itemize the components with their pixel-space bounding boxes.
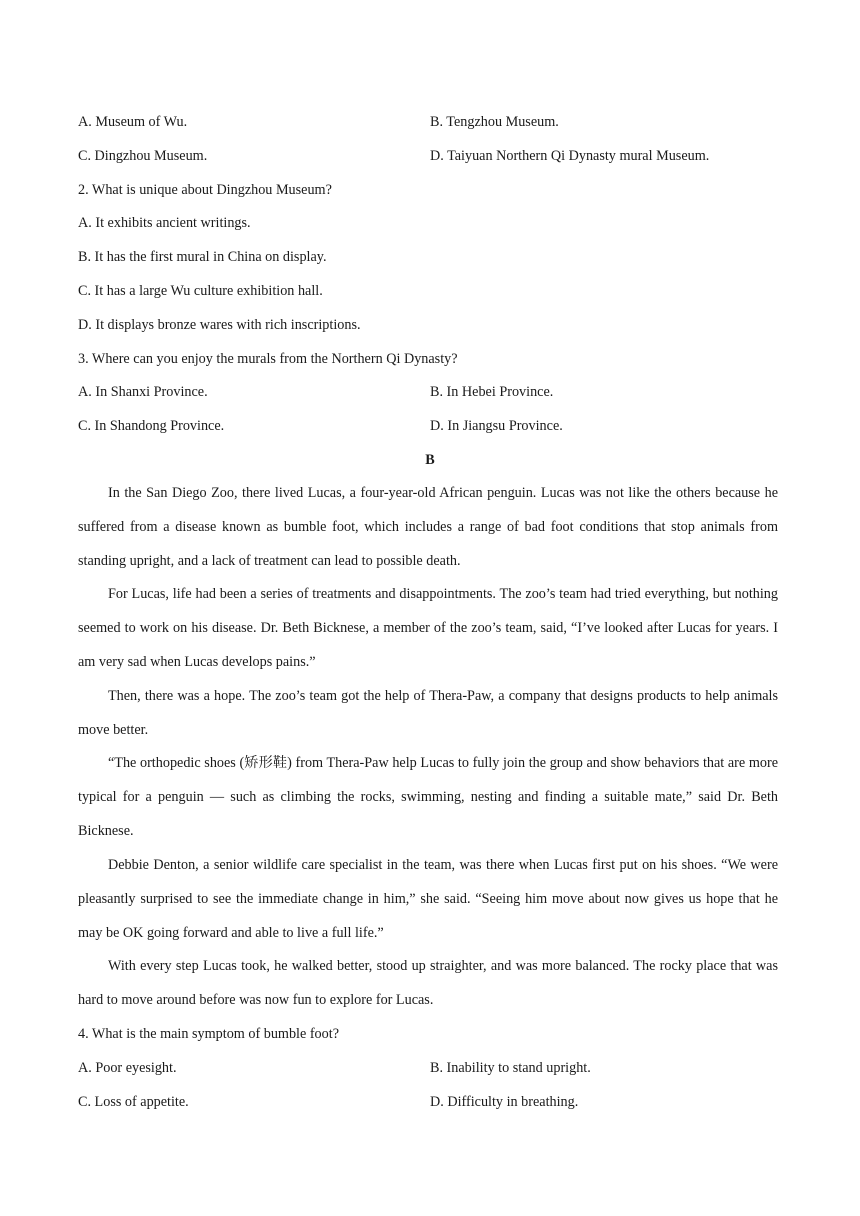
q2-option-b: B. It has the first mural in China on display.	[78, 249, 327, 265]
passage-paragraph: In the San Diego Zoo, there lived Lucas, a four-year-old African penguin. Lucas was not like the others because he suffered from a disease known as bumble foot, which includes a range of bad foot conditions that stop animals from standing upright, and a lack of treatment can lead to possible death.	[78, 485, 778, 569]
q3-option-d: D. In Jiangsu Province.	[430, 418, 563, 434]
q4-question: 4. What is the main symptom of bumble foot?	[78, 1026, 339, 1042]
passage-paragraph: With every step Lucas took, he walked better, stood up straighter, and was more balanced. The rocky place that was hard to move around before was now fun to explore for Lucas.	[78, 958, 778, 1008]
q2-question: 2. What is unique about Dingzhou Museum?	[78, 182, 332, 198]
q1-option-b: B. Tengzhou Museum.	[430, 114, 559, 130]
passage-paragraph: For Lucas, life had been a series of treatments and disappointments. The zoo’s team had tried everything, but nothing seemed to work on his disease. Dr. Beth Bicknese, a member of the zoo’s team, said, “I’ve looked after Lucas for years. I am very sad when Lucas develops pains.”	[78, 586, 778, 670]
q3-option-a: A. In Shanxi Province.	[78, 384, 208, 400]
q3-option-c: C. In Shandong Province.	[78, 418, 225, 434]
q2-option-c: C. It has a large Wu culture exhibition hall.	[78, 283, 323, 299]
q2-option-a: A. It exhibits ancient writings.	[78, 215, 251, 231]
q3-option-b: B. In Hebei Province.	[430, 384, 554, 400]
q1-option-c: C. Dingzhou Museum.	[78, 148, 208, 164]
q1-option-d: D. Taiyuan Northern Qi Dynasty mural Museum.	[430, 148, 710, 164]
passage-paragraph: Then, there was a hope. The zoo’s team got the help of Thera-Paw, a company that designs products to help animals move better.	[78, 688, 778, 738]
passage-paragraph: Debbie Denton, a senior wildlife care specialist in the team, was there when Lucas first put on his shoes. “We were pleasantly surprised to see the immediate change in him,” she said. “Seeing him move about now gives us hope that he may be OK going forward and able to live a full life.”	[78, 857, 778, 941]
q1-option-a: A. Museum of Wu.	[78, 114, 188, 130]
q4-option-b: B. Inability to stand upright.	[430, 1060, 591, 1076]
q4-option-d: D. Difficulty in breathing.	[430, 1094, 579, 1110]
q2-option-d: D. It displays bronze wares with rich inscriptions.	[78, 317, 361, 333]
q4-option-c: C. Loss of appetite.	[78, 1094, 189, 1110]
q4-option-a: A. Poor eyesight.	[78, 1060, 177, 1076]
passage-paragraph: “The orthopedic shoes (矫形鞋) from Thera-Paw help Lucas to fully join the group and show behaviors that are more typical for a penguin — such as climbing the rocks, swimming, nesting and finding a suitable mate,” said Dr. Beth Bicknese.	[78, 755, 778, 839]
section-heading: B	[425, 452, 435, 468]
q3-question: 3. Where can you enjoy the murals from the Northern Qi Dynasty?	[78, 351, 458, 367]
